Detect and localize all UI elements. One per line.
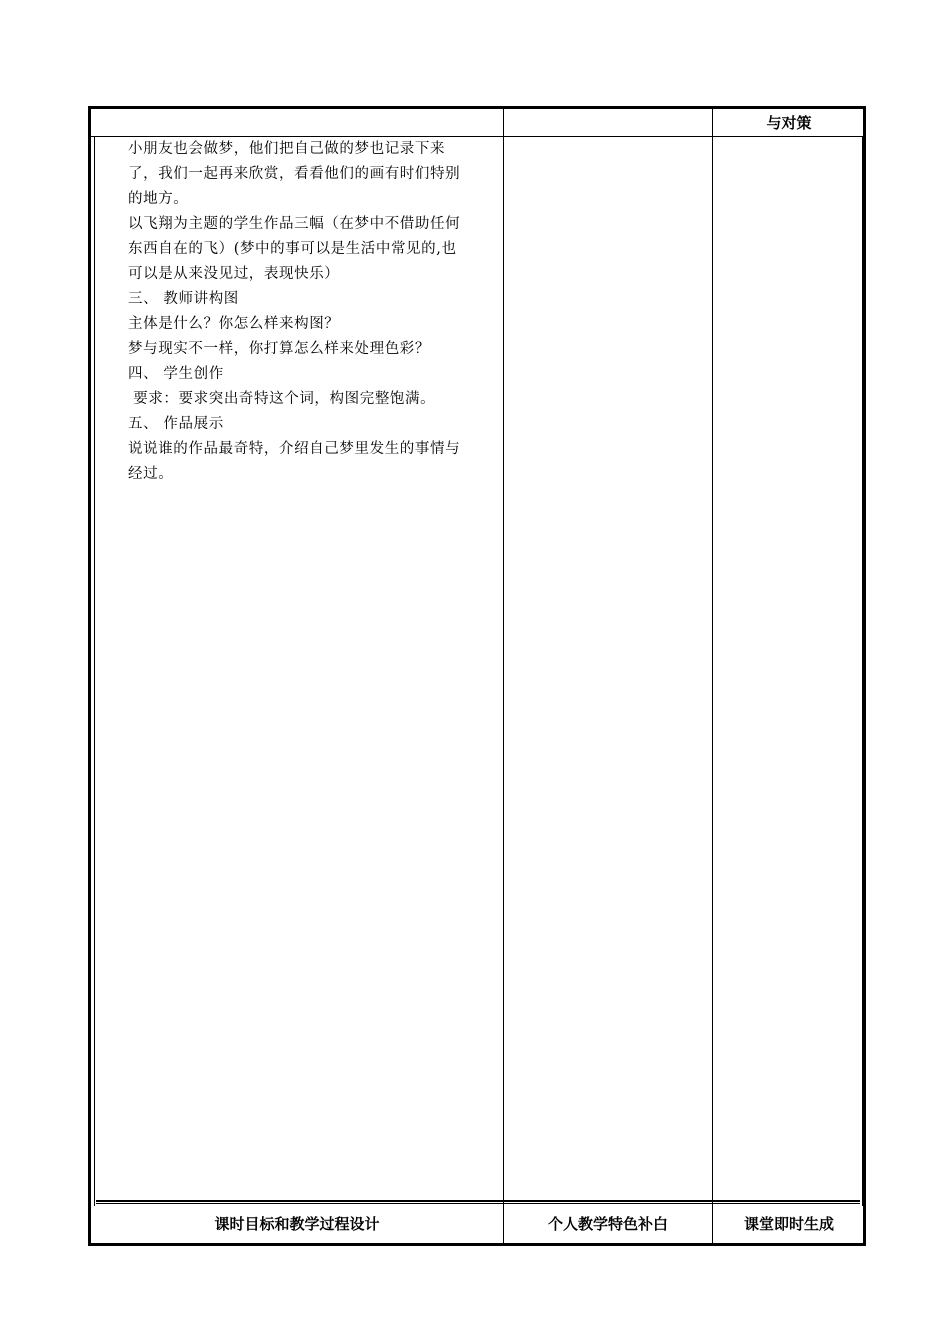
footer-classroom-generation-label: 课堂即时生成 — [743, 1215, 834, 1233]
content-line: 说说谁的作品最奇特，介绍自己梦里发生的事情与 — [128, 441, 461, 457]
footer-double-divider — [96, 1200, 860, 1204]
content-line: 梦与现实不一样，你打算怎么样来处理色彩？ — [128, 341, 430, 357]
content-line: 小朋友也会做梦，他们把自己做的梦也记录下来 — [128, 141, 446, 157]
column-divider-1 — [503, 109, 504, 1243]
inner-right-border — [862, 136, 863, 1206]
content-line: 了，我们一起再来欣赏，看看他们的画有时们特别 — [128, 166, 461, 182]
content-line: 要求：要求突出奇特这个词，构图完整饱满。 — [128, 391, 436, 407]
content-line: 可以是从来没见过，表现快乐） — [128, 266, 340, 282]
content-line: 的地方。 — [128, 191, 189, 207]
inner-left-border — [94, 136, 95, 1206]
footer-lesson-design-label: 课时目标和教学过程设计 — [214, 1215, 380, 1233]
content-line: 以飞翔为主题的学生作品三幅（在梦中不借助任何 — [128, 216, 461, 232]
footer-personal-features-label: 个人教学特色补白 — [547, 1215, 668, 1233]
section-heading-composition: 三、 教师讲构图 — [128, 291, 239, 307]
content-line: 主体是什么？你怎么样来构图？ — [128, 316, 340, 332]
header-countermeasures-label: 与对策 — [766, 114, 812, 132]
section-heading-creation: 四、 学生创作 — [128, 366, 224, 382]
content-line: 东西自在的飞）(梦中的事可以是生活中常见的,也 — [128, 241, 457, 257]
column-divider-2 — [712, 109, 713, 1243]
section-heading-showcase: 五、 作品展示 — [128, 416, 224, 432]
content-line: 经过。 — [128, 466, 174, 482]
lesson-process-text — [128, 137, 500, 487]
